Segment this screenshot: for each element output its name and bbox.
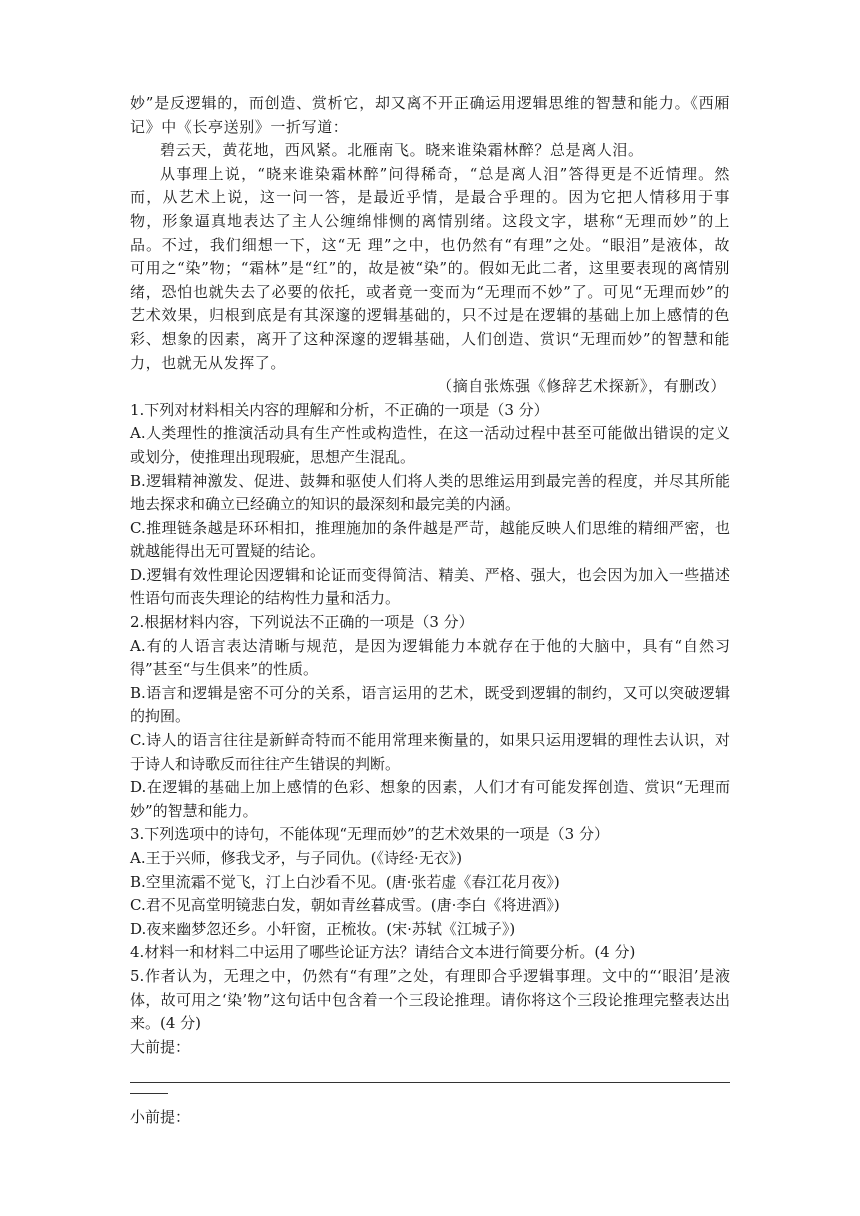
minor-premise-label: 小前提：	[130, 1108, 191, 1127]
question-3-option-c: C.君不见高堂明镜悲白发，朝如青丝暮成雪。(唐·李白《将进酒》)	[130, 896, 560, 915]
question-2-option-a: A.有的人语言表达清晰与规范，是因为逻辑能力本就存在于他的大脑中，具有“自然习得”甚至“与生俱来”的性质。	[130, 636, 730, 679]
question-1-option-b: B.逻辑精神激发、促进、鼓舞和驱使人们将人类的思维运用到最完善的程度，并尽其所能地去探求和确立已经确立的知识的最深刻和最完美的内涵。	[130, 471, 730, 514]
passage-poem: 碧云天，黄花地，西风紧。北雁南飞。晓来谁染霜林醉？总是离人泪。	[160, 141, 644, 160]
question-3-option-a: A.王于兴师，修我戈矛，与子同仇。(《诗经·无衣》)	[130, 849, 463, 867]
question-2-option-b: B.语言和逻辑是密不可分的关系，语言运用的艺术，既受到逻辑的制约，又可以突破逻辑的拘囿。	[130, 683, 730, 726]
major-premise-answer-line-continuation[interactable]	[130, 1083, 730, 1106]
question-3-stem: 3.下列选项中的诗句，不能体现“无理而妙”的艺术效果的一项是（3 分）	[130, 825, 609, 844]
question-1-option-c: C.推理链条越是环环相扣，推理施加的条件越是严苛，越能反映人们思维的精细严密，也就越能得出无可置疑的结论。	[130, 518, 730, 561]
passage-paragraph-1: 妙”是反逻辑的，而创造、赏析它，却又离不开正确运用逻辑思维的智慧和能力。《西厢记》中《长亭送别》一折写道：	[130, 94, 730, 136]
question-1-stem: 1.下列对材料相关内容的理解和分析，不正确的一项是（3 分）	[130, 400, 549, 419]
question-1-option-d: D.逻辑有效性理论因逻辑和论证而变得简洁、精美、严格、强大，也会因为加入一些描述性语句而丧失理论的结构性力量和活力。	[130, 565, 730, 608]
passage-source: （摘自张炼强《修辞艺术探新》，有删改）	[437, 377, 726, 396]
major-premise-label: 大前提：	[130, 1037, 191, 1056]
question-2-stem: 2.根据材料内容，下列说法不正确的一项是（3 分）	[130, 613, 474, 632]
question-3-option-d: D.夜来幽梦忽还乡。小轩窗，正梳妆。(宋·苏轼《江城子》)	[130, 919, 516, 938]
question-5-stem: 5.作者认为，无理之中，仍然有“有理”之处，有理即合乎逻辑事理。文中的“‘眼泪’是液体，故可用之‘染’物”这句话中包含着一个三段论推理。请你将这个三段论推理完整表达出来。(4 分)	[130, 966, 730, 1033]
question-2-option-d: D.在逻辑的基础上加上感情的色彩、想象的因素，人们才有可能发挥创造、赏识“无理而妙”的智慧和能力。	[130, 778, 730, 820]
question-3-option-b: B.空里流霜不觉飞，汀上白沙看不见。(唐·张若虚《春江花月夜》)	[130, 872, 560, 891]
passage-paragraph-2: 从事理上说，“晓来谁染霜林醉”问得稀奇，“总是离人泪”答得更是不近情理。然而，从艺术上说，这一问一答，是最近乎情，是最合乎理的。因为它把人情移用于事物，形象逼真地表达了主人公缠绵悱恻的离情别绪。这段文字，堪称“无理而妙”的上品。不过，我们细想一下，这“无 理”之中，也仍然有“有理”之处。“眼泪”是液体，故可用之“染”物；“霜林”是“红”的，故是被“染”的。假如无此二者，这里要表现的离情别绪，恐怕也就失去了必要的依托，或者竟一变而为“无理而不妙”了。可见“无理而妙”的艺术效果，归根到底是有其深邃的逻辑基础的，只不过是在逻辑的基础上加上感情的色彩、想象的因素，离开了这种深邃的逻辑基础，人们创造、赏识“无理而妙”的智慧和能力，也就无从发挥了。	[130, 164, 730, 372]
question-2-option-c: C.诗人的语言往往是新鲜奇特而不能用常理来衡量的，如果只运用逻辑的理性去认识，对于诗人和诗歌反而往往产生错误的判断。	[130, 731, 730, 773]
short-answer-line	[130, 1083, 168, 1094]
question-1-option-a: A.人类理性的推演活动具有生产性或构造性，在这一活动过程中甚至可能做出错误的定义或划分，使推理出现瑕疵，思想产生混乱。	[130, 424, 730, 466]
major-premise-answer-line[interactable]	[130, 1059, 730, 1083]
question-4-stem: 4.材料一和材料二中运用了哪些论证方法？请结合文本进行简要分析。(4 分)	[130, 943, 636, 962]
